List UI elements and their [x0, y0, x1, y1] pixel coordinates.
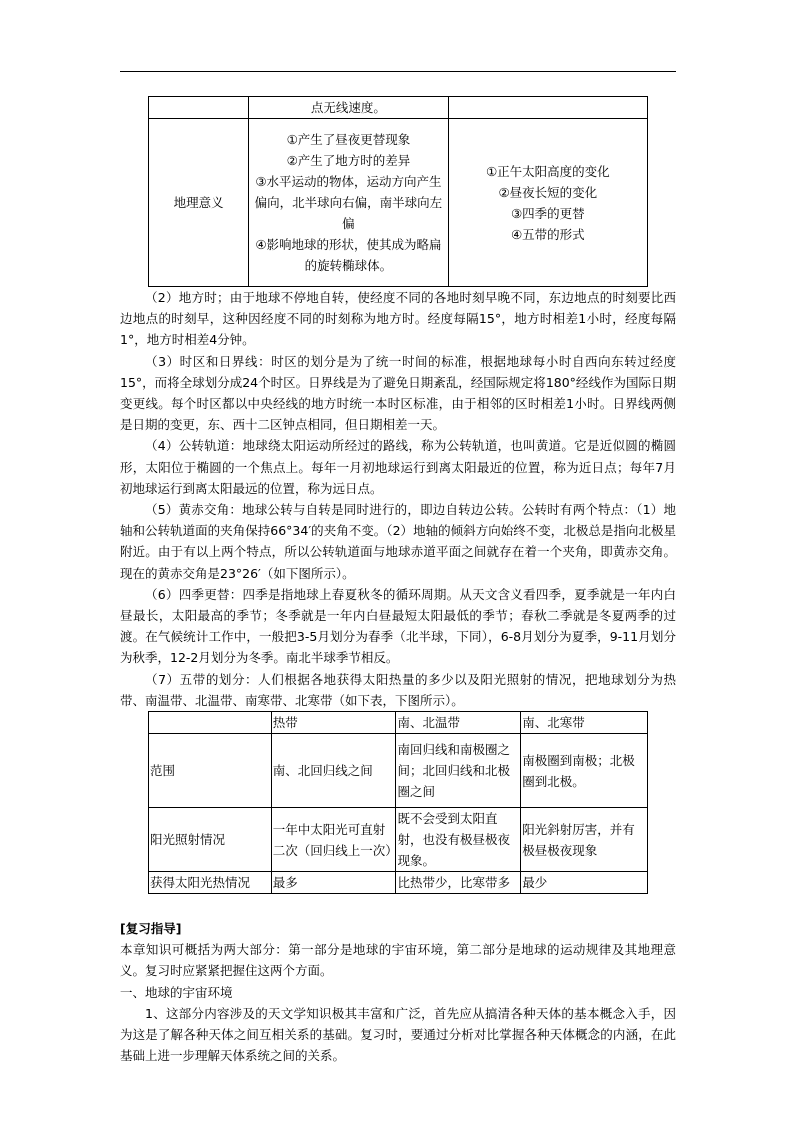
header-rule: [120, 71, 676, 72]
table-cell: 南回归线和南极圈之间；北回归线和北极圈之间: [396, 734, 521, 808]
paragraph-time-zones: （3）时区和日界线：时区的划分是为了统一时间的标准，根据地球每小时自西向东转过经度15°，而将全球划分成24个时区。日界线是为了避免日期紊乱，经国际规定将180°经线作为国际日期变更线。每个时区都以中央经线的地方时统一本时区标准，由于相邻的区时相差1小时。日界线两侧是日期的变更，东、西十二区钟点相同，但日期相差一天。: [120, 353, 676, 433]
table-cell: 既不会受到太阳直射，也没有极昼极夜现象。: [396, 808, 521, 872]
five-zones-table: [148, 711, 648, 894]
table-row: [149, 97, 648, 119]
paragraph-local-time: （2）地方时；由于地球不停地自转，使经度不同的各地时刻早晚不同，东边地点的时刻要比西边地点的时刻早，这种因经度不同的时刻称为地方时。经度每隔15°，地方时相差1小时，经度每隔1°，地方时相差4分钟。: [120, 290, 676, 348]
table-row: [149, 872, 648, 894]
rotation-revolution-table: [148, 96, 648, 287]
table-header-row: [149, 712, 648, 734]
table-row: [149, 119, 648, 287]
table-header: 南、北寒带: [521, 712, 648, 734]
list-item: ①产生了昼夜更替现象: [286, 132, 411, 147]
table-header: 南、北温带: [396, 712, 521, 734]
spacer: [120, 894, 676, 918]
review-heading: [复习指导]: [120, 921, 182, 937]
section-heading: 一、地球的宇宙环境: [120, 984, 233, 1000]
list-item: ④五带的形式: [510, 226, 585, 242]
table-row: [149, 734, 648, 808]
rotation-significance-cell: [249, 119, 448, 287]
table-cell: [149, 97, 249, 119]
paragraph-obliquity: （5）黄赤交角：地球公转与自转是同时进行的，即边自转边公转。公转时有两个特点：（1）地轴和公转轨道面的夹角保持66°34′的夹角不变。（2）地轴的倾斜方向始终不变，北极总是指向北极星附近。由于有以上两个特点，所以公转轨道面与地球赤道平面之间就存在着一个夹角，即黄赤交角。现在的黄赤交角是23°26′（如下图所示）。: [120, 502, 676, 581]
paragraph-seasons: （6）四季更替：四季是指地球上春夏秋冬的循环周期。从天文含义看四季，夏季就是一年内白昼最长，太阳最高的季节；冬季就是一年内白昼最短太阳最低的季节；春秋二季就是冬夏两季的过渡。在气候统计工作中，一般把3-5月划分为春季（北半球，下同），6-8月划分为夏季，9-11月划分为秋季，12-2月划分为冬季。南北半球季节相反。: [120, 586, 676, 666]
document-page: [120, 96, 676, 1066]
table-cell: 最少: [521, 872, 648, 894]
table-row: [149, 808, 648, 872]
list-item: ④影响地球的形状，使其成为略扁的旋转椭球体。: [255, 237, 442, 273]
row-label-geographic-significance: 地理意义: [149, 119, 249, 287]
list-item: ①正午太阳高度的变化: [485, 163, 610, 179]
table-cell: 范围: [149, 734, 272, 808]
list-item: ②产生了地方时的差异: [286, 153, 411, 168]
table-cell: [448, 97, 647, 119]
list-item: ③水平运动的物体，运动方向产生偏向，北半球向右偏，南半球向左偏: [254, 174, 443, 231]
list-item: ②昼夜长短的变化: [498, 184, 598, 200]
table-cell: 阳光斜射厉害，并有极昼极夜现象: [521, 808, 648, 872]
table-cell: 阳光照射情况: [149, 808, 272, 872]
revolution-significance-cell: [448, 119, 647, 287]
table-cell: 点无线速度。: [249, 97, 448, 119]
table-cell: 南、北回归线之间: [271, 734, 396, 808]
review-intro: 本章知识可概括为两大部分：第一部分是地球的宇宙环境，第二部分是地球的运动规律及其地理意义。复习时应紧紧把握住这两个方面。: [120, 942, 676, 979]
list-item: ③四季的更替: [510, 205, 585, 221]
review-point: 1、这部分内容涉及的天文学知识极其丰富和广泛，首先应从搞清各种天体的基本概念入手，因为这是了解各种天体之间互相关系的基础。复习时，要通过分析对比掌握各种天体概念的内涵，在此基础上进一步理解天体系统之间的关系。: [120, 1005, 676, 1064]
table-header: [149, 712, 272, 734]
table-cell: 获得太阳光热情况: [149, 872, 272, 894]
table-header: 热带: [271, 712, 396, 734]
table-cell: 比热带少，比寒带多: [396, 872, 521, 894]
paragraph-orbit: （4）公转轨道：地球绕太阳运动所经过的路线，称为公转轨道，也叫黄道。它是近似圆的椭圆形，太阳位于椭圆的一个焦点上。每年一月初地球运行到离太阳最近的位置，称为近日点；每年7月初地球运行到离太阳最远的位置，称为远日点。: [120, 438, 676, 496]
table-cell: 最多: [271, 872, 396, 894]
paragraph-five-zones: （7）五带的划分：人们根据各地获得太阳热量的多少以及阳光照射的情况，把地球划分为热带、南温带、北温带、南寒带、北寒带（如下表，下图所示）。: [120, 671, 676, 708]
table-cell: 一年中太阳光可直射二次（回归线上一次）: [271, 808, 396, 872]
table-cell: 南极圈到南极；北极圈到北极。: [521, 734, 648, 808]
